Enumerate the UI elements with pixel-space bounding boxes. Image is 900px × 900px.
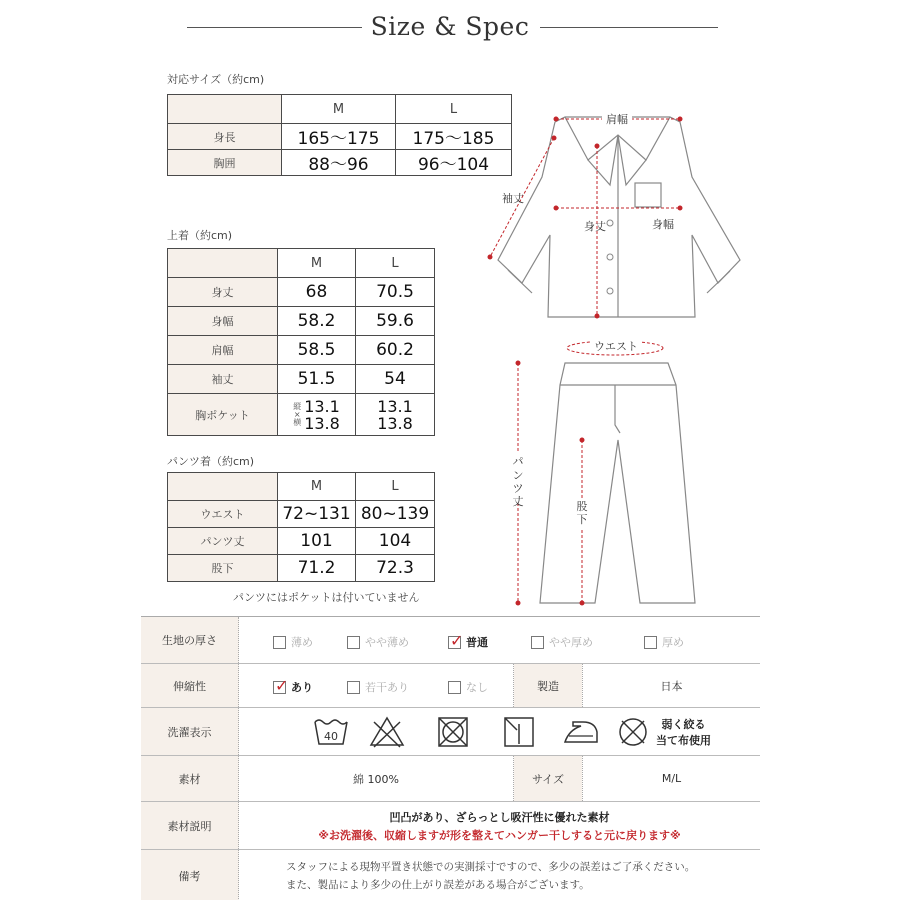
top-table-caption: 上着（約cm) [167, 229, 233, 242]
value-m: 88〜96 [282, 150, 396, 176]
checkbox-icon [448, 681, 461, 694]
spec-label: 素材 [141, 756, 239, 801]
label-pants-length-4: 丈 [512, 495, 524, 508]
title-rule-right [540, 27, 718, 28]
care-note [656, 717, 711, 749]
option-stretch-yes: ✓ あり [275, 675, 313, 695]
option-normal: ✓ 普通 [450, 630, 488, 650]
value-m: 51.5 [278, 365, 356, 394]
pants-table-caption: パンツ着（約cm) [167, 455, 255, 468]
origin-value: 日本 [660, 679, 683, 693]
label-waist: ウエスト [594, 340, 638, 353]
size-value: M/L [661, 772, 682, 785]
label-length: 身丈 [584, 220, 606, 233]
value-l: 96〜104 [396, 150, 512, 176]
label-shoulder: 肩幅 [606, 113, 628, 126]
corner-cell [168, 249, 278, 278]
page-header [0, 8, 900, 48]
shirt-outline [498, 117, 740, 317]
value-l: 72.3 [356, 555, 435, 582]
material-value: 綿 100% [353, 772, 399, 786]
spec-row-care [141, 708, 760, 756]
spec-label: 素材説明 [141, 802, 239, 849]
corner-cell [168, 95, 282, 124]
row-label: パンツ丈 [168, 528, 278, 555]
label-pants-length-3: ツ [512, 482, 524, 495]
size-label: サイズ [514, 756, 582, 801]
label-inseam-1: 股 [576, 500, 588, 513]
value-m: 58.2 [278, 307, 356, 336]
material-description: 凹凸があり、ざらっとし吸汗性に優れた素材 [389, 811, 610, 824]
pocket-width-l: 13.8 [377, 413, 413, 433]
row-label: 身幅 [168, 307, 278, 336]
spec-table [141, 616, 760, 900]
no-dry-clean-icon [615, 716, 651, 748]
spec-label: 生地の厚さ [141, 617, 239, 663]
corner-cell [168, 473, 278, 501]
value-l: 54 [356, 365, 435, 394]
checkbox-icon [347, 681, 360, 694]
pocket-width-m: 13.8 [304, 413, 340, 433]
value-m: 101 [278, 528, 356, 555]
label-pants-length-1: パ [512, 455, 524, 468]
value-m: 68 [278, 278, 356, 307]
pocket-value-l [356, 394, 435, 436]
row-label: 袖丈 [168, 365, 278, 394]
option-thick: 厚め [644, 634, 684, 650]
remarks-line1: スタッフによる現物平置き状態での実測採寸ですので、多少の誤差はご了承ください。 [286, 861, 696, 873]
value-l: 70.5 [356, 278, 435, 307]
shirt-buttons [607, 220, 613, 294]
remarks-line2: また、製品により多少の仕上がり誤差がある場合がございます。 [286, 879, 590, 891]
mark-height: 縦 [293, 401, 302, 411]
spec-row-description [141, 802, 760, 850]
origin-label: 製造 [514, 664, 582, 707]
label-pants-length-2: ン [512, 469, 524, 482]
row-label: 肩幅 [168, 336, 278, 365]
label-width: 身幅 [652, 218, 674, 231]
spec-row-remarks [141, 850, 760, 900]
value-m: 165〜175 [282, 124, 396, 150]
col-header-m: M [282, 95, 396, 124]
row-label: 身長 [168, 124, 282, 150]
col-header-l: L [396, 95, 512, 124]
mark-width: 横 [293, 417, 302, 427]
row-label: 身丈 [168, 278, 278, 307]
measurement-endpoints [488, 117, 683, 606]
pocket-dimension-mark [293, 403, 301, 427]
label-inseam-2: 下 [576, 513, 588, 526]
value-m: 72~131 [278, 501, 356, 528]
value-l: 59.6 [356, 307, 435, 336]
col-header-l: L [356, 249, 435, 278]
wash-temperature: 40 [324, 730, 338, 743]
fit-size-table [167, 94, 512, 176]
label-sleeve: 袖丈 [502, 192, 524, 205]
col-header-l: L [356, 473, 435, 501]
row-label: 胸囲 [168, 150, 282, 176]
spec-label: 伸縮性 [141, 664, 239, 707]
spec-row-stretch [141, 664, 760, 708]
garment-measurement-diagram [470, 95, 760, 615]
wash-40-icon [313, 716, 349, 748]
material-care-warning: ※お洗濯後、収縮しますが形を整えてハンガー干しすると元に戻ります※ [318, 829, 681, 842]
option-stretch-slight: 若干あり [347, 679, 409, 695]
no-bleach-icon [369, 716, 405, 748]
value-l: 104 [356, 528, 435, 555]
pants-outline [540, 363, 695, 603]
value-l: 80~139 [356, 501, 435, 528]
option-stretch-none: なし [448, 679, 488, 695]
option-thin: 薄め [273, 634, 313, 650]
spec-label: 洗濯表示 [141, 708, 239, 755]
value-m: 58.5 [278, 336, 356, 365]
line-dry-shade-icon [501, 716, 537, 748]
checked-checkbox-icon: ✓ [275, 675, 289, 695]
checkbox-icon [531, 636, 544, 649]
spec-row-thickness [141, 617, 760, 664]
checkbox-icon [273, 636, 286, 649]
care-note-line2: 当て布使用 [656, 734, 711, 747]
pocket-height-m: 13.1 [304, 396, 340, 416]
value-m: 71.2 [278, 555, 356, 582]
col-header-m: M [278, 473, 356, 501]
pants-pocket-note: パンツにはポケットは付いていません [233, 591, 420, 604]
spec-label: 備考 [141, 850, 239, 900]
col-header-m: M [278, 249, 356, 278]
option-slightly-thick: やや厚め [531, 634, 593, 650]
spec-row-material [141, 756, 760, 802]
option-slightly-thin: やや薄め [347, 634, 409, 650]
pocket-value-m [278, 394, 356, 436]
checkbox-icon [347, 636, 360, 649]
pocket-height-l: 13.1 [377, 396, 413, 416]
value-l: 60.2 [356, 336, 435, 365]
pants-size-table [167, 472, 435, 582]
iron-low-icon [561, 716, 601, 748]
fit-table-caption: 対応サイズ（約cm) [167, 73, 265, 86]
row-label: 股下 [168, 555, 278, 582]
checkbox-icon [644, 636, 657, 649]
care-note-line1: 弱く絞る [661, 718, 706, 731]
top-size-table [167, 248, 435, 436]
page-title: Size & Spec [370, 12, 530, 41]
checked-checkbox-icon: ✓ [450, 630, 464, 650]
mark-times: × [293, 409, 301, 419]
row-label: ウエスト [168, 501, 278, 528]
no-tumble-dry-icon [435, 716, 471, 748]
value-l: 175〜185 [396, 124, 512, 150]
row-label-pocket: 胸ポケット [168, 394, 278, 436]
